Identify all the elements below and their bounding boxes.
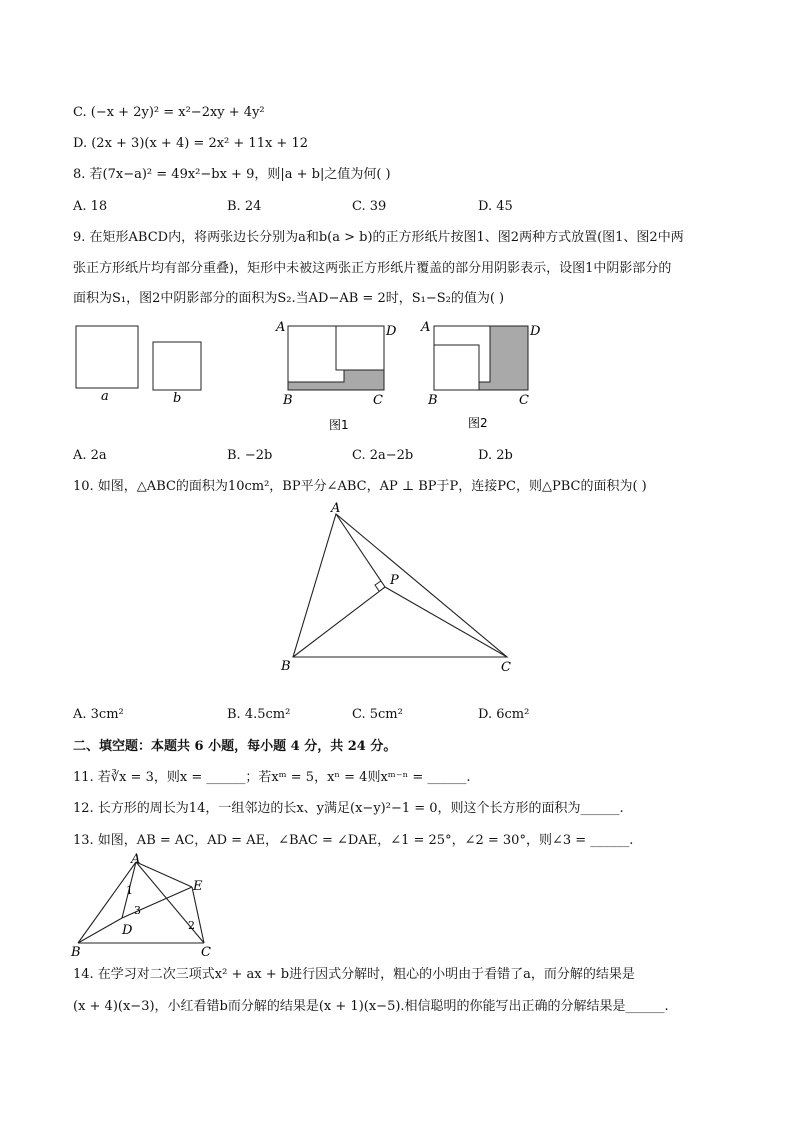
q10-triangle-figure [275,500,525,675]
fig2-label-d: D [530,324,541,339]
q8-option-d: D. 45 [478,199,513,214]
q13-angle-2: 2 [188,919,195,932]
figure-2 [420,320,541,430]
square-a [76,326,138,388]
seg-ec [192,887,204,943]
fig1-label-b: B [283,393,293,408]
fig2-label-a: A [421,320,431,335]
q9-option-b: B. −2b [227,448,273,463]
q9-stem-line3: 面积为S₁，图2中阴影部分的面积为S₂.当AD−AB = 2时，S₁−S₂的值为( ) [73,291,505,306]
q10-option-b: B. 4.5cm² [227,707,291,722]
q7-option-d: D. (2x + 3)(x + 4) = 2x² + 11x + 12 [73,136,309,151]
q9-figures [66,318,546,436]
q11-stem: 11. 若∛x = 3，则x = ______；若xᵐ = 5，xⁿ = 4则xᵐ⁻ⁿ = ______. [73,770,471,785]
q8-option-c: C. 39 [352,199,387,214]
right-angle-mark [375,581,381,591]
q13-label-c: C [201,945,211,960]
q13-stem: 13. 如图，AB = AC，AD = AE，∠BAC = ∠DAE，∠1 = 25°，∠2 = 30°，则∠3 = ______. [73,833,634,848]
q13-angle-3: 3 [134,904,141,917]
q9-stem-line1: 9. 在矩形ABCD内，将两张边长分别为a和b(a > b)的正方形纸片按图1、图2两种方式放置(图1、图2中两 [73,230,684,245]
square-a-label: a [101,389,109,404]
fig2-square-b [434,345,479,390]
q14-stem-line2: (x + 4)(x−3)，小红看错b而分解的结果是(x + 1)(x−5).相信聪明的你能写出正确的分解结果是______. [73,999,669,1014]
square-b-label: b [173,391,182,406]
triangle-abc [293,514,507,657]
q10-option-c: C. 5cm² [352,707,403,722]
q10-label-a: A [331,501,341,516]
q13-figure [70,852,220,964]
q9-stem-line2: 张正方形纸片均有部分重叠)，矩形中未被这两张正方形纸片覆盖的部分用阴影表示，设图1中阴影部分的 [73,261,672,276]
fig1-label-a: A [276,320,286,335]
fig1-label-d: D [386,324,397,339]
q10-label-p: P [390,573,399,588]
q10-label-b: B [281,659,291,674]
q13-label-d: D [122,923,133,938]
q9-option-a: A. 2a [73,448,107,463]
q12-stem: 12. 长方形的周长为14，一组邻边的长x、y满足(x−y)²−1 = 0，则这个长方形的面积为______. [73,801,624,816]
seg-bd [78,918,122,943]
section-2-heading: 二、填空题：本题共 6 小题，每小题 4 分，共 24 分。 [73,739,397,754]
q10-option-d: D. 6cm² [478,707,530,722]
segment-ap [336,514,385,587]
q10-option-a: A. 3cm² [73,707,124,722]
fig1-caption: 图1 [329,418,349,432]
fig2-label-b: B [428,393,438,408]
fig1-label-c: C [373,393,383,408]
fig2-label-c: C [519,393,529,408]
q9-option-c: C. 2a−2b [352,448,414,463]
figure-1 [275,320,397,432]
seg-ae [136,862,192,887]
q13-label-b: B [71,945,81,960]
q8-stem: 8. 若(7x−a)² = 49x²−bx + 9，则|a + b|之值为何( ) [73,167,391,182]
fig1-square-b [336,326,384,370]
q8-option-b: B. 24 [227,199,262,214]
q10-label-c: C [501,660,511,675]
q8-option-a: A. 18 [73,199,108,214]
q13-label-e: E [193,879,203,894]
q10-stem: 10. 如图，△ABC的面积为10cm²，BP平分∠ABC，AP ⊥ BP于P，连接PC，则△PBC的面积为( ) [73,479,647,494]
q13-label-a: A [131,852,141,867]
q13-angle-1: 1 [126,884,133,897]
q7-option-c: C. (−x + 2y)² = x²−2xy + 4y² [73,105,265,120]
segment-bp [293,587,385,657]
square-b [153,342,201,390]
segment-pc [385,587,507,657]
q14-stem-line1: 14. 在学习对二次三项式x² + ax + b进行因式分解时，粗心的小明由于看错了a，而分解的结果是 [73,967,635,982]
q9-option-d: D. 2b [478,448,513,463]
fig2-caption: 图2 [468,416,488,430]
